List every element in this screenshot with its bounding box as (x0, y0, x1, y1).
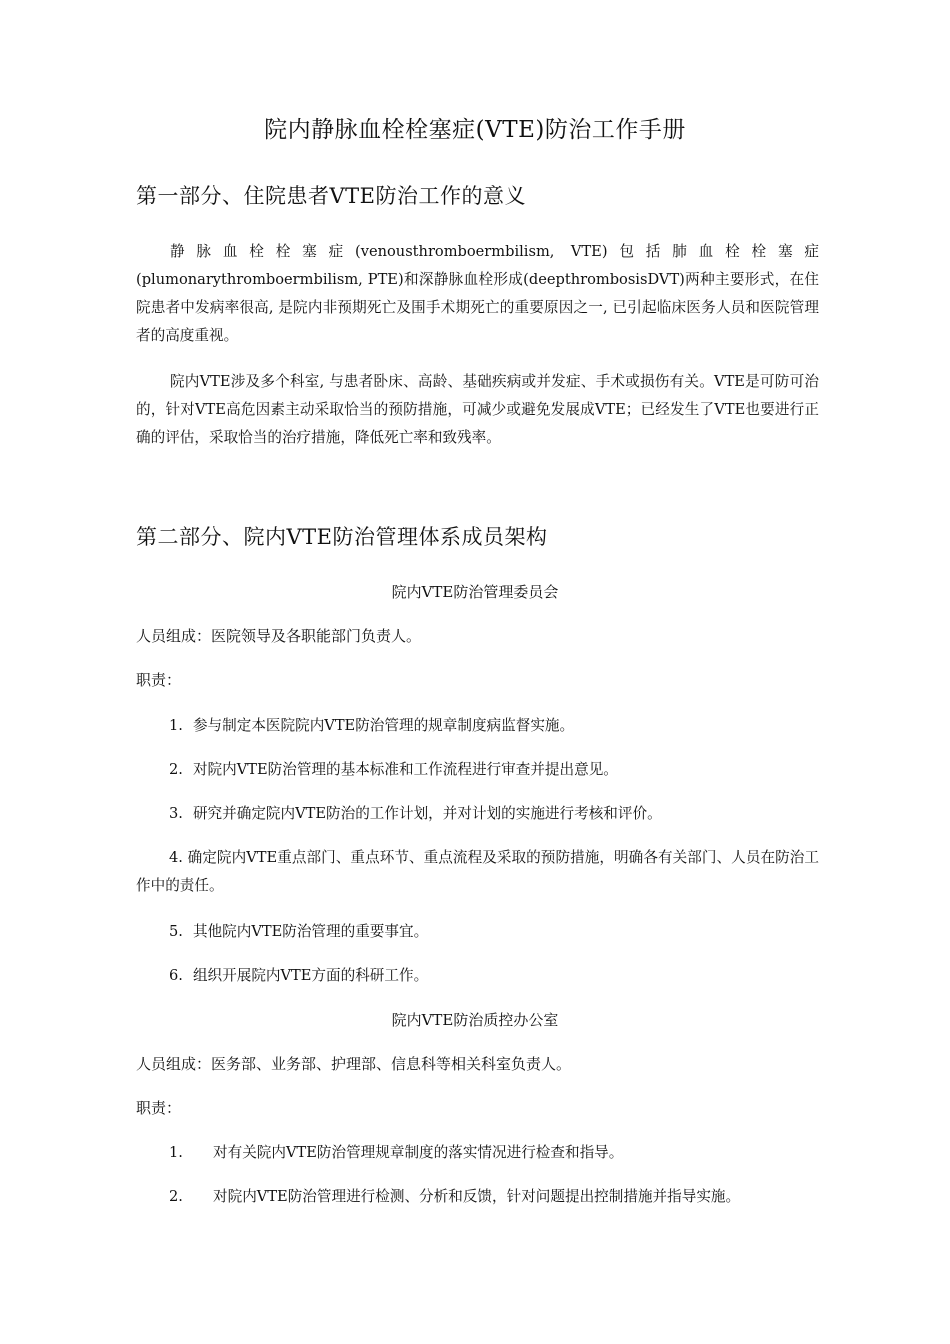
list-number: 2. (169, 761, 183, 778)
list-text: 其他院内VTE防治管理的重要事宜。 (192, 923, 429, 940)
committee-duty-item (169, 962, 428, 990)
list-text: 研究并确定院内VTE防治的工作计划，并对计划的实施进行考核和评价。 (192, 805, 662, 822)
list-text: 对有关院内VTE防治管理规章制度的落实情况进行检查和指导。 (213, 1144, 624, 1161)
committee-duty-item (169, 712, 574, 740)
list-text: 对院内VTE防治管理进行检测、分析和反馈，针对问题提出控制措施并指导实施。 (213, 1188, 741, 1205)
document-title: 院内静脉血栓栓塞症(VTE)防治工作手册 (264, 117, 686, 143)
office-members: 人员组成：医务部、业务部、护理部、信息科等相关科室负责人。 (136, 1055, 572, 1073)
list-text: 参与制定本医院院内VTE防治管理的规章制度病监督实施。 (192, 717, 575, 734)
part1-heading: 第一部分、住院患者VTE防治工作的意义 (136, 184, 527, 208)
list-number: 1. (169, 717, 183, 734)
list-number: 6. (169, 967, 183, 984)
committee-duty-item (169, 756, 618, 784)
part2-heading: 第二部分、院内VTE防治管理体系成员架构 (136, 525, 548, 549)
list-text: 组织开展院内VTE方面的科研工作。 (192, 967, 429, 984)
committee-duty-item-wrapped (136, 844, 819, 900)
list-number: 3. (169, 805, 183, 822)
committee-duty-item (169, 800, 662, 828)
part1-paragraph-2: 院内VTE涉及多个科室, 与患者卧床、高龄、基础疾病或并发症、手术或损伤有关。VTE是可防可治的，针对VTE高危因素主动采取恰当的预防措施，可减少或避免发展成VTE；已经发生了VTE也要进行正确的评估，采取恰当的治疗措施，降低死亡率和致残率。 (136, 373, 819, 446)
committee-duty-item (169, 918, 428, 946)
committee-duties-label: 职责： (136, 671, 182, 689)
office-duty-item (169, 1139, 623, 1167)
list-number: 4. (169, 849, 183, 866)
office-duties-label: 职责： (136, 1099, 182, 1117)
list-text: 确定院内VTE重点部门、重点环节、重点流程及采取的预防措施，明确各有关部门、人员在防治工作中的责任。 (136, 849, 820, 894)
office-duty-item (169, 1183, 740, 1211)
list-text: 对院内VTE防治管理的基本标准和工作流程进行审查并提出意见。 (192, 761, 618, 778)
list-number: 1. (169, 1144, 183, 1161)
committee-members: 人员组成：医院领导及各职能部门负责人。 (136, 627, 422, 645)
list-number: 5. (169, 923, 183, 940)
office-title: 院内VTE防治质控办公室 (391, 1011, 559, 1029)
committee-title: 院内VTE防治管理委员会 (391, 583, 559, 601)
part1-paragraph-1: 静脉血栓栓塞症(venousthromboermbilism, VTE)包括肺血栓栓塞症(plumonarythromboermbilism, PTE)和深静脉血栓形成(deepthrombosisDVT)两种主要形式，在住院患者中发病率很高, 是院内非预期死亡及围手术期死亡的重要原因之一, 已引起临床医务人员和医院管理者的高度重视。 (136, 243, 819, 344)
list-number: 2. (169, 1188, 183, 1205)
